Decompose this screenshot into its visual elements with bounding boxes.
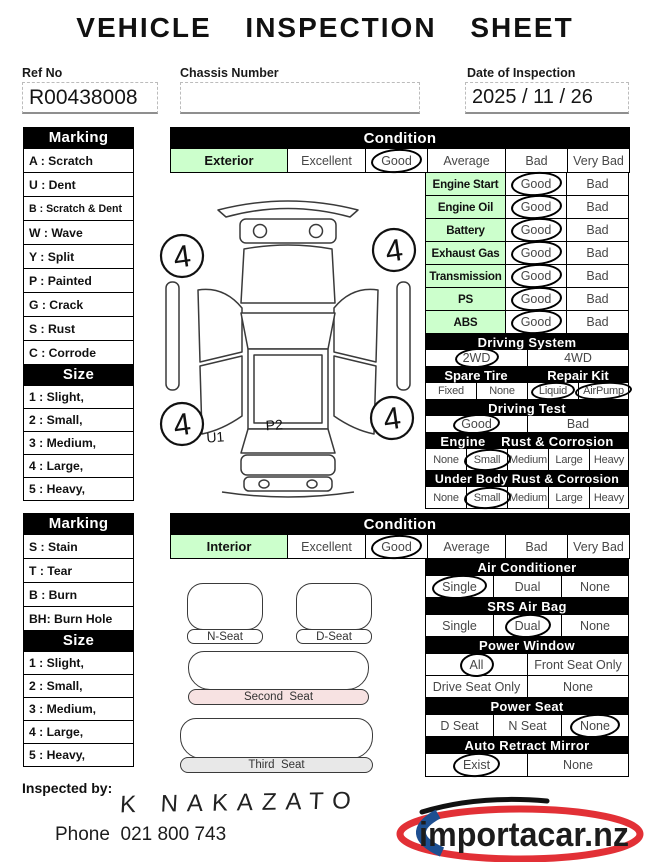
pw-option: None xyxy=(563,679,593,694)
n-seat-shape xyxy=(187,583,263,630)
engine-good-selected: Good xyxy=(520,223,552,237)
front-bumper xyxy=(218,201,358,217)
driving-test-header: Driving Test xyxy=(425,400,629,416)
srs-option-selected: Dual xyxy=(514,618,541,633)
ps-option: N Seat xyxy=(508,718,547,733)
d-seat-shape xyxy=(296,583,372,630)
interior-size-legend xyxy=(23,651,134,767)
rust-option: None xyxy=(433,491,459,504)
engine-good-selected: Good xyxy=(520,200,552,214)
legend-row: G : Crack xyxy=(23,293,134,317)
rust-option-selected: Small xyxy=(473,453,501,466)
rust-option: Heavy xyxy=(593,453,625,466)
srs-airbag-header: SRS Air Bag xyxy=(425,598,629,615)
condition-option: Bad xyxy=(525,539,548,554)
engine-bad: Bad xyxy=(586,223,609,237)
wheel-mark: 4 xyxy=(381,399,404,438)
exterior-condition-header: Condition xyxy=(170,127,630,149)
interior-marking-header: Marking xyxy=(23,513,134,534)
ps-option: D Seat xyxy=(440,718,479,733)
driving-system-option-selected: 2WD xyxy=(462,351,491,365)
legend-row: 3 : Medium, xyxy=(23,432,134,455)
rust-option: Heavy xyxy=(593,491,625,504)
legend-row: U : Dent xyxy=(23,173,134,197)
engine-good-selected: Good xyxy=(520,292,552,306)
condition-option: Excellent xyxy=(301,539,352,554)
right-rear-door xyxy=(334,356,376,434)
arm-option: None xyxy=(563,758,593,772)
legend-row: B : Scratch & Dent xyxy=(23,197,134,221)
legend-row: A : Scratch xyxy=(23,149,134,173)
condition-option: Excellent xyxy=(301,153,352,168)
ref-no-value: R00438008 xyxy=(22,82,158,114)
engine-good-selected: Good xyxy=(520,269,552,283)
wheel-mark: 4 xyxy=(171,405,194,444)
legend-row: 4 : Large, xyxy=(23,455,134,478)
left-side-skirt xyxy=(166,282,179,390)
spare-option: Fixed xyxy=(438,385,464,397)
power-seat-row xyxy=(425,715,629,737)
interior-condition-header: Condition xyxy=(170,513,630,535)
right-side-skirt xyxy=(397,282,410,390)
importacar-logo xyxy=(392,792,644,862)
legend-row: Y : Split xyxy=(23,245,134,269)
diagram-note-u1: U1 xyxy=(205,428,225,446)
legend-row: 5 : Heavy, xyxy=(23,478,134,501)
legend-row: S : Stain xyxy=(23,535,134,559)
air-conditioner-row xyxy=(425,576,629,598)
repair-option-selected: Liquid xyxy=(538,385,568,397)
exterior-marking-legend xyxy=(23,148,134,365)
ref-no-label: Ref No xyxy=(22,66,63,80)
front-panel xyxy=(240,219,336,243)
exterior-size-legend xyxy=(23,385,134,501)
engine-rust-header: Engine Rust & Corrosion xyxy=(425,433,629,449)
trunk xyxy=(241,455,335,475)
rust-option: Large xyxy=(555,491,583,504)
roof xyxy=(248,349,328,429)
pw-option-selected: All xyxy=(469,657,484,672)
engine-row-label: ABS xyxy=(426,311,506,334)
left-front-door xyxy=(198,289,242,362)
engine-check-table xyxy=(425,172,629,334)
power-window-header: Power Window xyxy=(425,637,629,654)
third-seat-shape xyxy=(180,718,373,759)
legend-row: BH: Burn Hole xyxy=(23,607,134,631)
pw-option: Drive Seat Only xyxy=(432,679,521,694)
srs-airbag-row xyxy=(425,615,629,637)
hood xyxy=(241,245,335,303)
rear-window xyxy=(241,429,335,453)
diagram-note-p2: P2 xyxy=(265,416,284,434)
exterior-condition-row xyxy=(170,149,630,173)
page-title: VEHICLE INSPECTION SHEET xyxy=(76,12,574,43)
driving-test-row xyxy=(425,416,629,433)
condition-option: Average xyxy=(443,539,490,554)
rear-panel xyxy=(244,477,332,491)
engine-row-label: Engine Start xyxy=(426,173,506,196)
inspected-by-label: Inspected by: xyxy=(22,780,113,796)
pw-option: Front Seat Only xyxy=(534,657,622,672)
legend-row: 4 : Large, xyxy=(23,721,134,744)
legend-row: 3 : Medium, xyxy=(23,698,134,721)
legend-row: P : Painted xyxy=(23,269,134,293)
wheel-mark: 4 xyxy=(171,237,194,276)
engine-bad: Bad xyxy=(586,177,609,191)
rust-option-selected: Small xyxy=(473,491,501,504)
third-seat-label: Third Seat xyxy=(180,757,373,773)
second-seat-shape xyxy=(188,651,369,690)
ac-option-selected: Single xyxy=(442,579,477,594)
engine-row-label: Battery xyxy=(426,219,506,242)
engine-good-selected: Good xyxy=(520,315,552,329)
arm-option-selected: Exist xyxy=(462,758,491,772)
condition-option-selected: Good xyxy=(381,539,412,554)
ps-option-selected: None xyxy=(580,718,610,733)
engine-good-selected: Good xyxy=(520,177,552,191)
condition-option: Average xyxy=(443,153,490,168)
inspector-signature: K NAKAZATO xyxy=(119,787,361,819)
condition-option: Very Bad xyxy=(573,153,624,168)
phone-number: Phone 021 800 743 xyxy=(55,824,227,845)
legend-row: 1 : Slight, xyxy=(23,386,134,409)
legend-row: 2 : Small, xyxy=(23,409,134,432)
interior-label: Interior xyxy=(171,535,288,559)
car-diagram xyxy=(152,186,424,502)
power-seat-header: Power Seat xyxy=(425,698,629,715)
driving-test-option: Bad xyxy=(566,417,590,431)
engine-row-label: Transmission xyxy=(426,265,506,288)
underbody-rust-row xyxy=(425,487,629,509)
legend-row: T : Tear xyxy=(23,559,134,583)
chassis-number-label: Chassis Number xyxy=(180,66,279,80)
inspection-date-label: Date of Inspection xyxy=(467,66,576,80)
engine-bad: Bad xyxy=(586,292,609,306)
condition-option: Bad xyxy=(525,153,548,168)
engine-bad: Bad xyxy=(586,246,609,260)
interior-condition-row xyxy=(170,535,630,559)
n-seat-label: N-Seat xyxy=(187,629,263,644)
engine-good-selected: Good xyxy=(520,246,552,260)
repair-kit-header: Repair Kit xyxy=(547,367,609,383)
power-window-rows xyxy=(425,654,629,698)
left-rear-door xyxy=(200,356,242,434)
interior-marking-legend xyxy=(23,534,134,631)
ac-option: Dual xyxy=(514,579,541,594)
engine-row-label: Exhaust Gas xyxy=(426,242,506,265)
engine-bad: Bad xyxy=(586,200,609,214)
srs-option: None xyxy=(580,618,610,633)
auto-retract-mirror-row xyxy=(425,754,629,777)
underbody-rust-header: Under Body Rust & Corrosion xyxy=(425,471,629,487)
rust-option: Medium xyxy=(509,491,547,504)
driving-system-row xyxy=(425,350,629,367)
rust-option: None xyxy=(433,453,459,466)
driving-system-header: Driving System xyxy=(425,334,629,350)
chassis-number-value xyxy=(180,82,420,114)
air-conditioner-header: Air Conditioner xyxy=(425,559,629,576)
engine-row-label: PS xyxy=(426,288,506,311)
legend-row: C : Corrode xyxy=(23,341,134,365)
engine-bad: Bad xyxy=(586,315,609,329)
engine-bad: Bad xyxy=(586,269,609,283)
legend-row: W : Wave xyxy=(23,221,134,245)
exterior-marking-header: Marking xyxy=(23,127,134,148)
repair-option-selected: AirPump xyxy=(583,385,624,397)
second-seat-label: Second Seat xyxy=(188,689,369,705)
spare-option: None xyxy=(489,385,515,397)
rust-option: Medium xyxy=(509,453,547,466)
engine-row-label: Engine Oil xyxy=(426,196,506,219)
condition-option: Very Bad xyxy=(573,539,624,554)
spare-repair-header xyxy=(425,367,629,383)
driving-test-option-selected: Good xyxy=(461,417,492,431)
inspection-date-value: 2025 / 11 / 26 xyxy=(465,82,629,114)
d-seat-label: D-Seat xyxy=(296,629,372,644)
spare-repair-row xyxy=(425,383,629,400)
legend-row: B : Burn xyxy=(23,583,134,607)
exterior-label: Exterior xyxy=(171,149,288,173)
right-front-door xyxy=(334,289,378,362)
legend-row: S : Rust xyxy=(23,317,134,341)
spare-tire-header: Spare Tire xyxy=(444,367,508,383)
rear-bumper xyxy=(222,492,354,497)
rust-option: Large xyxy=(555,453,583,466)
logo-text: importacar.nz xyxy=(419,816,629,854)
legend-row: 1 : Slight, xyxy=(23,652,134,675)
condition-option-selected: Good xyxy=(381,153,412,168)
driving-system-option: 4WD xyxy=(564,351,592,365)
interior-size-header: Size xyxy=(23,630,134,651)
srs-option: Single xyxy=(442,618,477,633)
auto-retract-mirror-header: Auto Retract Mirror xyxy=(425,737,629,754)
ac-option: None xyxy=(580,579,610,594)
legend-row: 2 : Small, xyxy=(23,675,134,698)
engine-rust-row xyxy=(425,449,629,471)
windshield xyxy=(241,313,335,349)
exterior-size-header: Size xyxy=(23,364,134,385)
legend-row: 5 : Heavy, xyxy=(23,744,134,767)
wheel-mark: 4 xyxy=(383,231,406,270)
